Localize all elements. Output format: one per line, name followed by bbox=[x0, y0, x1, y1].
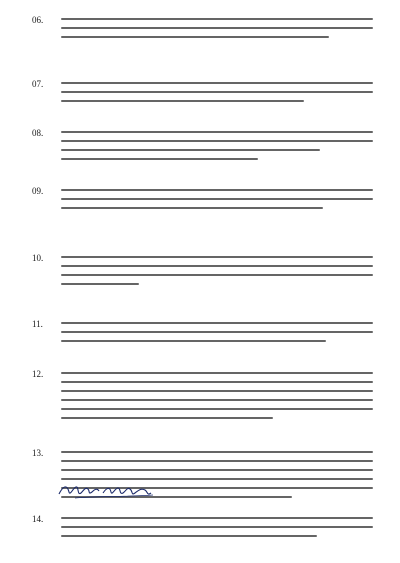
signature-block bbox=[55, 478, 255, 558]
text-line bbox=[61, 158, 258, 160]
item-number: 10. bbox=[32, 253, 44, 263]
text-line bbox=[61, 408, 373, 410]
text-line bbox=[61, 417, 273, 419]
item-number: 11. bbox=[32, 319, 43, 329]
item-paragraph bbox=[61, 82, 373, 109]
text-line bbox=[61, 390, 373, 392]
text-line bbox=[61, 36, 329, 38]
text-line bbox=[61, 322, 373, 324]
text-line bbox=[61, 460, 373, 462]
text-line bbox=[61, 207, 323, 209]
text-line bbox=[61, 283, 139, 285]
text-line bbox=[61, 140, 373, 142]
text-line bbox=[61, 274, 373, 276]
item-number: 08. bbox=[32, 128, 44, 138]
text-line bbox=[61, 381, 373, 383]
text-line bbox=[61, 18, 373, 20]
text-line bbox=[61, 451, 373, 453]
text-line bbox=[61, 91, 373, 93]
text-line bbox=[61, 82, 373, 84]
item-paragraph bbox=[61, 372, 373, 426]
item-number: 13. bbox=[32, 448, 44, 458]
text-line bbox=[61, 149, 320, 151]
item-number: 12. bbox=[32, 369, 44, 379]
text-line bbox=[61, 469, 373, 471]
handwritten-signature bbox=[55, 478, 175, 504]
text-line bbox=[61, 198, 373, 200]
text-line bbox=[61, 131, 373, 133]
item-paragraph bbox=[61, 322, 373, 349]
item-paragraph bbox=[61, 18, 373, 45]
item-paragraph bbox=[61, 131, 373, 167]
item-paragraph bbox=[61, 256, 373, 292]
text-line bbox=[61, 27, 373, 29]
item-number: 07. bbox=[32, 79, 44, 89]
item-number: 06. bbox=[32, 15, 44, 25]
item-paragraph bbox=[61, 189, 373, 216]
text-line bbox=[61, 331, 373, 333]
item-number: 14. bbox=[32, 514, 44, 524]
text-line bbox=[61, 372, 373, 374]
text-line bbox=[61, 399, 373, 401]
text-line bbox=[61, 256, 373, 258]
text-line bbox=[61, 265, 373, 267]
text-line bbox=[61, 189, 373, 191]
item-number: 09. bbox=[32, 186, 44, 196]
text-line bbox=[61, 100, 304, 102]
text-line bbox=[61, 340, 326, 342]
